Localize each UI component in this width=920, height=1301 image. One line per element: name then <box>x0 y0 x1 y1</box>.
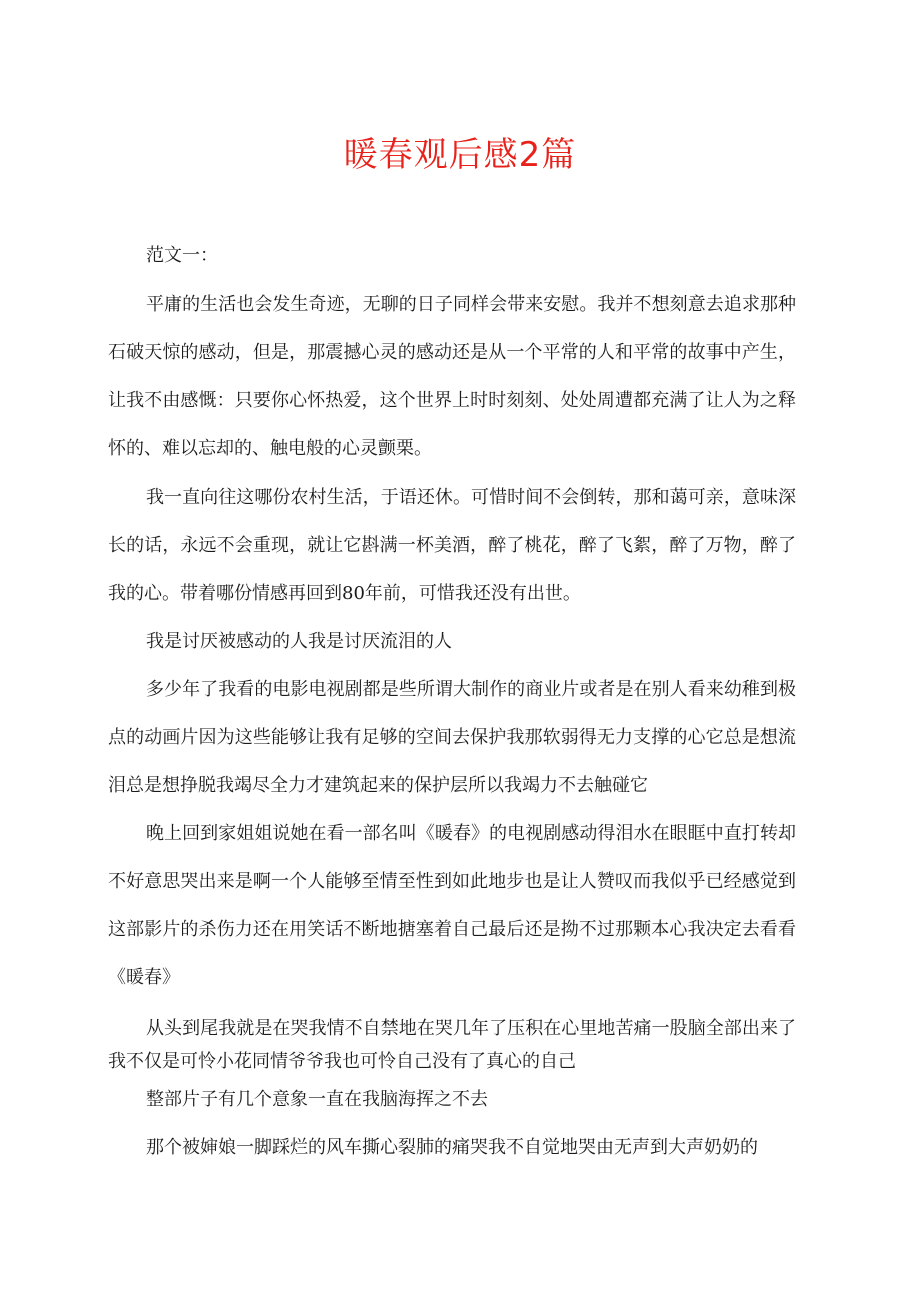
paragraph-8: 那个被婶娘一脚踩烂的风车撕心裂肺的痛哭我不自觉地哭由无声到大声奶奶的 <box>146 1137 758 1158</box>
paragraph-3: 我是讨厌被感动的人我是讨厌流泪的人 <box>146 631 452 652</box>
paragraph-6: 从头到尾我就是在哭我情不自禁地在哭几年了压积在心里地苦痛一股脑全部出来了我不仅是可怜小花同情爷爷我也可怜自己没有了真心的自己 <box>108 1018 796 1072</box>
paragraph-7: 整部片子有几个意象一直在我脑海挥之不去 <box>146 1089 488 1110</box>
paragraph-5: 晚上回到家姐姐说她在看一部名叫《暖春》的电视剧感动得泪水在眼眶中直打转却不好意思哭出来是啊一个人能够至情至性到如此地步也是让人赞叹而我似乎已经感觉到这部影片的杀伤力还在用笑话不断地搪塞着自己最后还是拗不过那颗本心我决定去看看《暖春》 <box>108 823 796 988</box>
section-heading: 范文一： <box>146 245 218 266</box>
paragraph-1: 平庸的生活也会发生奇迹，无聊的日子同样会带来安慰。我并不想刻意去追求那种石破天惊的感动，但是，那震撼心灵的感动还是从一个平常的人和平常的故事中产生，让我不由感慨：只要你心怀热爱，这个世界上时时刻刻、处处周遭都充满了让人为之释怀的、难以忘却的、触电般的心灵颤栗。 <box>108 294 796 459</box>
paragraph-2: 我一直向往这哪份农村生活，于语还休。可惜时间不会倒转，那和蔼可亲，意味深长的话，永远不会重现，就让它斟满一杯美酒，醉了桃花，醉了飞絮，醉了万物，醉了我的心。带着哪份情感再回到80年前，可惜我还没有出世。 <box>108 487 796 604</box>
document-title: 暖春观后感2篇 <box>343 135 577 175</box>
paragraph-4: 多少年了我看的电影电视剧都是些所谓大制作的商业片或者是在别人看来幼稚到极点的动画片因为这些能够让我有足够的空间去保护我那软弱得无力支撑的心它总是想流泪总是想挣脱我竭尽全力才建筑起来的保护层所以我竭力不去触碰它 <box>108 679 796 796</box>
